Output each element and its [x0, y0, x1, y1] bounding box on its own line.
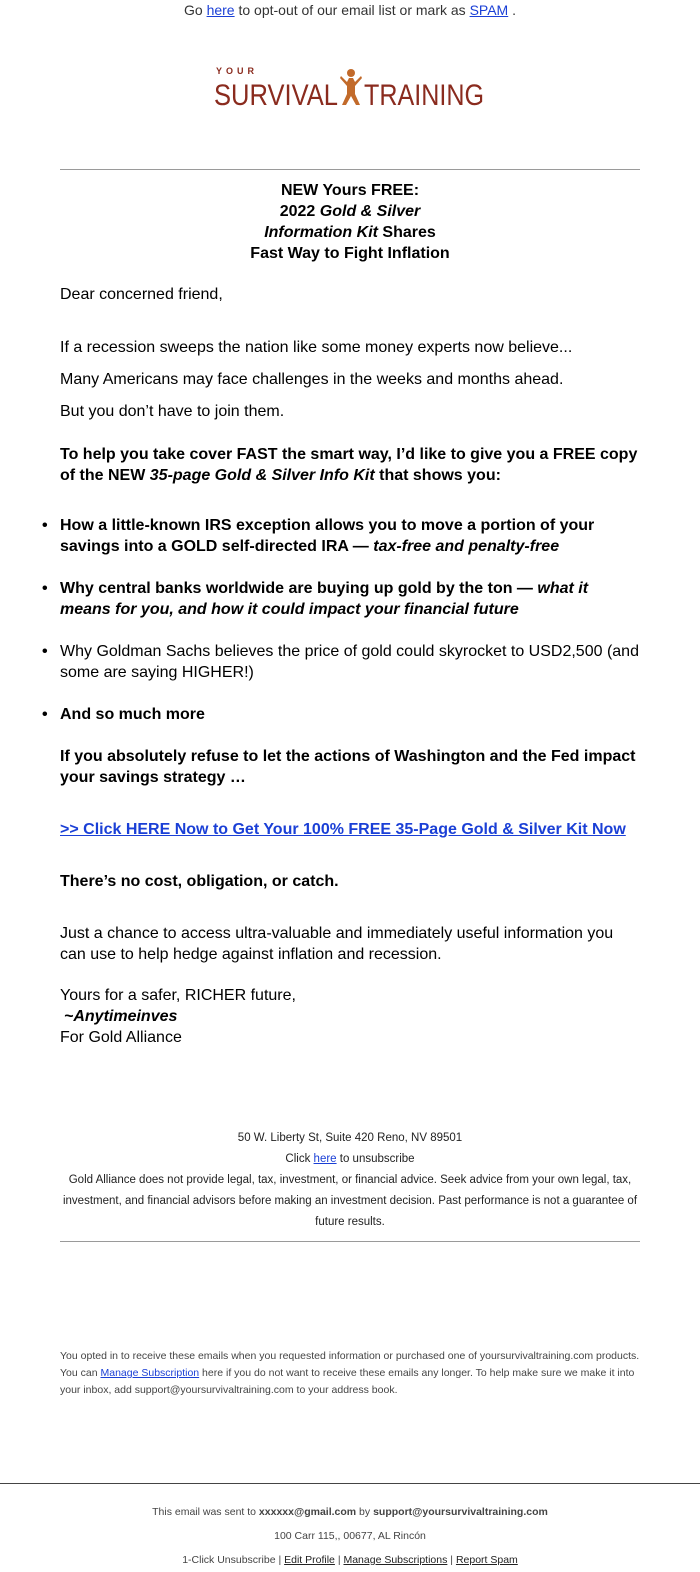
organization: For Gold Alliance [60, 1029, 182, 1046]
paragraph-join: But you don’t have to join them. [60, 403, 285, 420]
no-cost-paragraph: There’s no cost, obligation, or catch. [60, 873, 339, 890]
headline-year: 2022 [279, 203, 320, 220]
offer-text-c: that shows you: [374, 467, 501, 484]
logo-small-text: YOUR [216, 66, 259, 76]
opt-out-here-link[interactable]: here [206, 2, 235, 18]
unsub-suffix: to unsubscribe [336, 1153, 415, 1165]
sender-address: 100 Carr 115,, 00677, AL Rincón [274, 1530, 426, 1542]
mark-spam-link[interactable]: SPAM [469, 2, 509, 18]
separator: | [334, 1554, 344, 1566]
logo-right-text: TRAINING [364, 79, 484, 112]
opt-out-middle: to opt-out of our email list or mark as [234, 2, 470, 18]
greeting: Dear concerned friend, [60, 286, 223, 303]
brand-logo [0, 64, 700, 115]
sent-to-line [0, 1500, 700, 1524]
offer-paragraph [60, 444, 640, 486]
report-spam-link[interactable]: Report Spam [455, 1554, 518, 1566]
list-item [60, 515, 640, 557]
separator: | [447, 1554, 456, 1566]
list-item [60, 641, 640, 683]
separator: | [275, 1554, 285, 1566]
signature: ~Anytimeinves [64, 1008, 178, 1025]
sent-prefix: This email was sent to [152, 1506, 259, 1518]
offer-kit-name: 35-page Gold & Silver Info Kit [149, 467, 375, 484]
bullet-text: And so much more [60, 706, 205, 723]
one-click-unsubscribe[interactable]: 1-Click Unsubscribe [182, 1554, 276, 1566]
bullet-emphasis: what it means for you, and how it could impact your financial future [60, 580, 589, 618]
header-divider [60, 169, 640, 170]
headline-info-kit: Information Kit [264, 224, 378, 241]
logo-left-text: SURVIVAL [214, 79, 338, 112]
disclaimer: Gold Alliance does not provide legal, tax, investment, or financial advice. Seek advice from your own legal, tax, investment, and financial advisors before making an investment decision. Past performance is not a guarantee of future results. [62, 1174, 638, 1228]
opt-in-notice [60, 1348, 640, 1399]
company-address: 50 W. Liberty St, Suite 420 Reno, NV 89501 [237, 1132, 463, 1144]
footer-links [0, 1548, 700, 1572]
signoff: Yours for a safer, RICHER future, [60, 987, 296, 1004]
refuse-paragraph: If you absolutely refuse to let the actions of Washington and the Fed impact your savings strategy … [60, 748, 636, 786]
headline-line-2 [60, 201, 640, 222]
sender-footer [0, 1500, 700, 1572]
headline-line-4: Fast Way to Fight Inflation [250, 245, 450, 262]
offer-text-a: To help you take cover FAST the smart way, I’d like to give you a FREE copy of the NEW [60, 446, 638, 484]
list-item [60, 704, 640, 725]
survival-training-logo [214, 64, 486, 110]
headline-line-1: NEW Yours FREE: [280, 182, 420, 199]
edit-profile-link[interactable]: Edit Profile [284, 1554, 335, 1566]
manage-subscriptions-link[interactable]: Manage Subscriptions [343, 1554, 448, 1566]
recipient-email: xxxxxx@gmail.com [258, 1506, 357, 1518]
headline-gold-silver: Gold & Silver [319, 203, 421, 220]
footer-divider [60, 1241, 640, 1242]
opt-out-suffix: . [508, 2, 516, 18]
runner-figure-icon [340, 69, 362, 105]
paragraph-recession: If a recession sweeps the nation like some money experts now believe... [60, 339, 573, 356]
bullet-text: How a little-known IRS exception allows you to move a portion of your savings into a GOLD self-directed IRA — [60, 517, 595, 555]
optin-text-b: here if you do not want to receive these emails any longer. To help make sure we make it into your inbox, add support@yoursurvivaltraining.com to your address book. [60, 1367, 635, 1396]
opt-out-bar [0, 2, 700, 18]
unsubscribe-here-link[interactable]: here [313, 1153, 337, 1165]
paragraph-americans: Many Americans may face challenges in the weeks and months ahead. [60, 371, 564, 388]
sent-by: by [356, 1506, 374, 1518]
manage-subscription-link[interactable]: Manage Subscription [100, 1367, 200, 1379]
get-kit-link[interactable]: >> Click HERE Now to Get Your 100% FREE 35-Page Gold & Silver Kit Now [60, 821, 626, 838]
bullet-text: Why central banks worldwide are buying up gold by the ton — [60, 580, 538, 597]
benefits-list [60, 515, 640, 725]
list-item [60, 578, 640, 620]
cta-paragraph [60, 819, 640, 840]
email-body [60, 284, 640, 1048]
unsub-prefix: Click [285, 1153, 314, 1165]
headline-shares: Shares [377, 224, 436, 241]
headline [60, 180, 640, 264]
chance-paragraph: Just a chance to access ultra-valuable and immediately useful information you can use to help hedge against inflation and recession. [60, 925, 614, 963]
optin-text-a: You opted in to receive these emails when you requested information or purchased one of yoursurvivaltraining.com products. You can [60, 1350, 640, 1379]
bullet-emphasis: tax-free and penalty-free [373, 538, 560, 555]
unsubscribe-line [60, 1149, 640, 1170]
opt-out-prefix: Go [183, 2, 207, 18]
headline-line-3 [60, 222, 640, 243]
bottom-divider [0, 1483, 700, 1484]
sender-email: support@yoursurvivaltraining.com [373, 1506, 548, 1518]
bullet-text: Why Goldman Sachs believes the price of gold could skyrocket to USD2,500 (and some are saying HIGHER!) [60, 643, 639, 681]
company-footer [60, 1128, 640, 1233]
